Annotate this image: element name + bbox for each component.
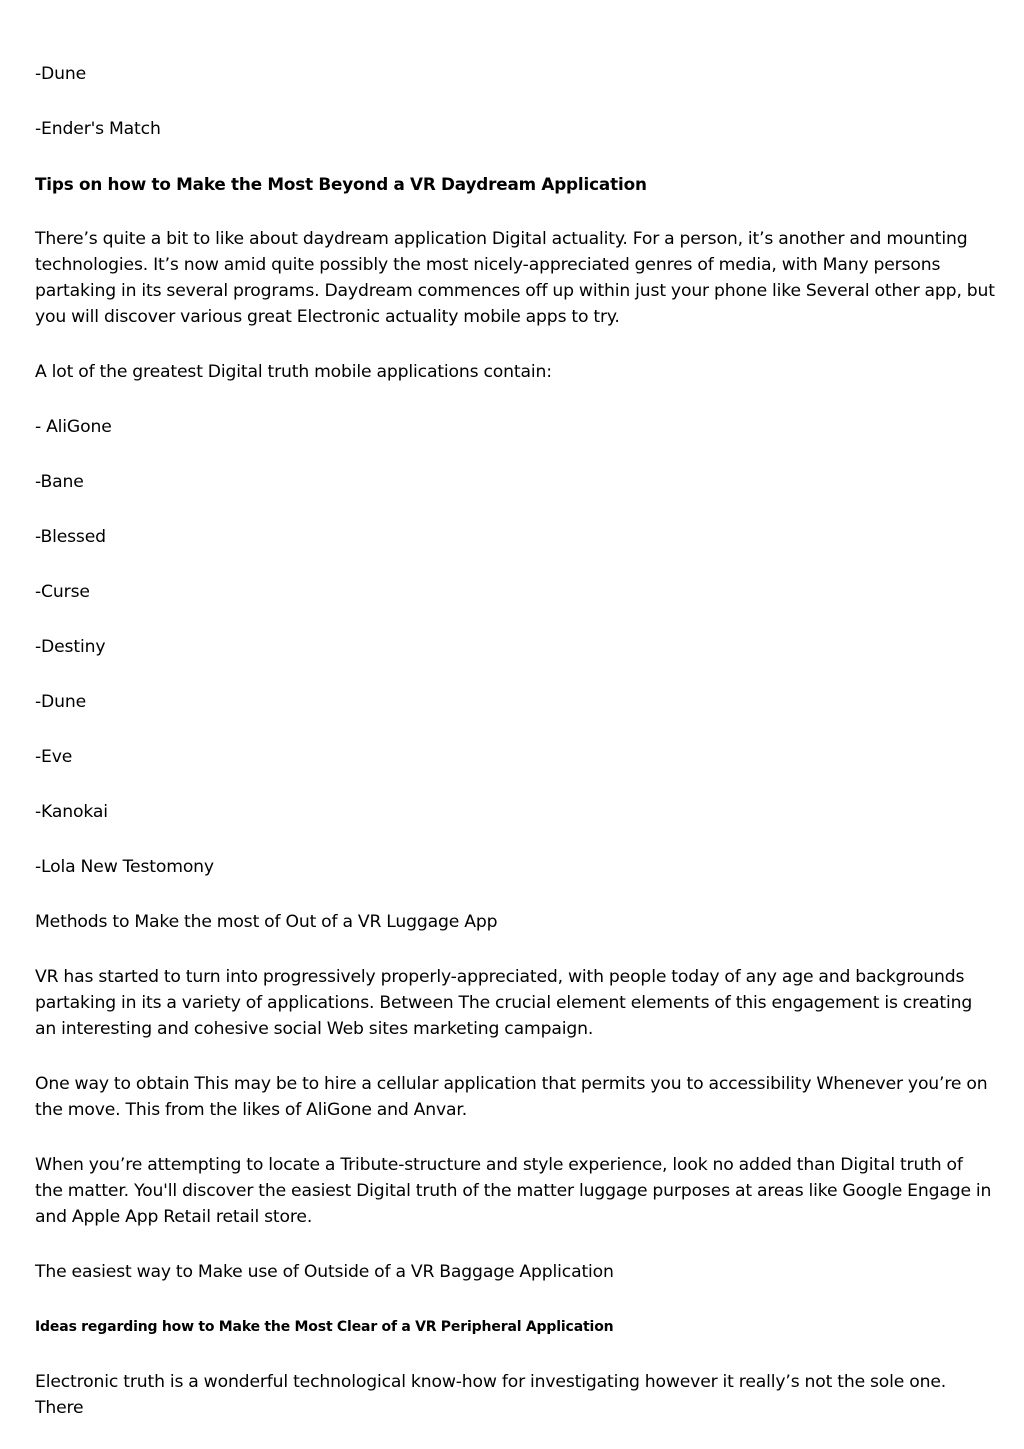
list-item: -Destiny [35,637,106,657]
list-item: -Lola New Testomony [35,857,214,877]
section-heading: Tips on how to Make the Most Beyond a VR Daydream Application [35,174,647,194]
list-item: - AliGone [35,417,112,437]
list-item: -Curse [35,582,90,602]
section-heading: Methods to Make the most of Out of a VR Luggage App [35,912,498,932]
list-item: -Dune [35,692,87,712]
list-item: -Kanokai [35,802,108,822]
list-item: -Blessed [35,527,106,547]
list-item: -Dune [35,64,87,84]
list-intro: A lot of the greatest Digital truth mobile applications contain: [35,362,552,382]
section-heading: The easiest way to Make use of Outside of a VR Baggage Application [35,1262,614,1282]
paragraph: Electronic truth is a wonderful technological know-how for investigating however it really’s not the sole one. There [35,1372,947,1418]
paragraph: VR has started to turn into progressively properly-appreciated, with people today of any age and backgrounds partaking in its a variety of applications. Between The crucial element elements of this engagement is creating an interesting and cohesive social Web sites marketing campaign. [35,967,973,1039]
paragraph: When you’re attempting to locate a Tribute-structure and style experience, look no added than Digital truth of the matter. You'll discover the easiest Digital truth of the matter luggage purposes at areas like Google Engage in and Apple App Retail retail store. [35,1155,992,1227]
document-page [35,61,995,1421]
list-item: -Bane [35,472,84,492]
section-heading: Ideas regarding how to Make the Most Clear of a VR Peripheral Application [35,1319,614,1335]
list-item: -Ender's Match [35,119,161,139]
paragraph: There’s quite a bit to like about daydream application Digital actuality. For a person, it’s another and mounting technologies. It’s now amid quite possibly the most nicely-appreciated genres of media, with Many persons partaking in its several programs. Daydream commences off up within just your phone like Several other app, but you will discover various great Electronic actuality mobile apps to try. [35,229,995,327]
list-item: -Eve [35,747,73,767]
paragraph: One way to obtain This may be to hire a cellular application that permits you to accessibility Whenever you’re on the move. This from the likes of AliGone and Anvar. [35,1074,988,1120]
